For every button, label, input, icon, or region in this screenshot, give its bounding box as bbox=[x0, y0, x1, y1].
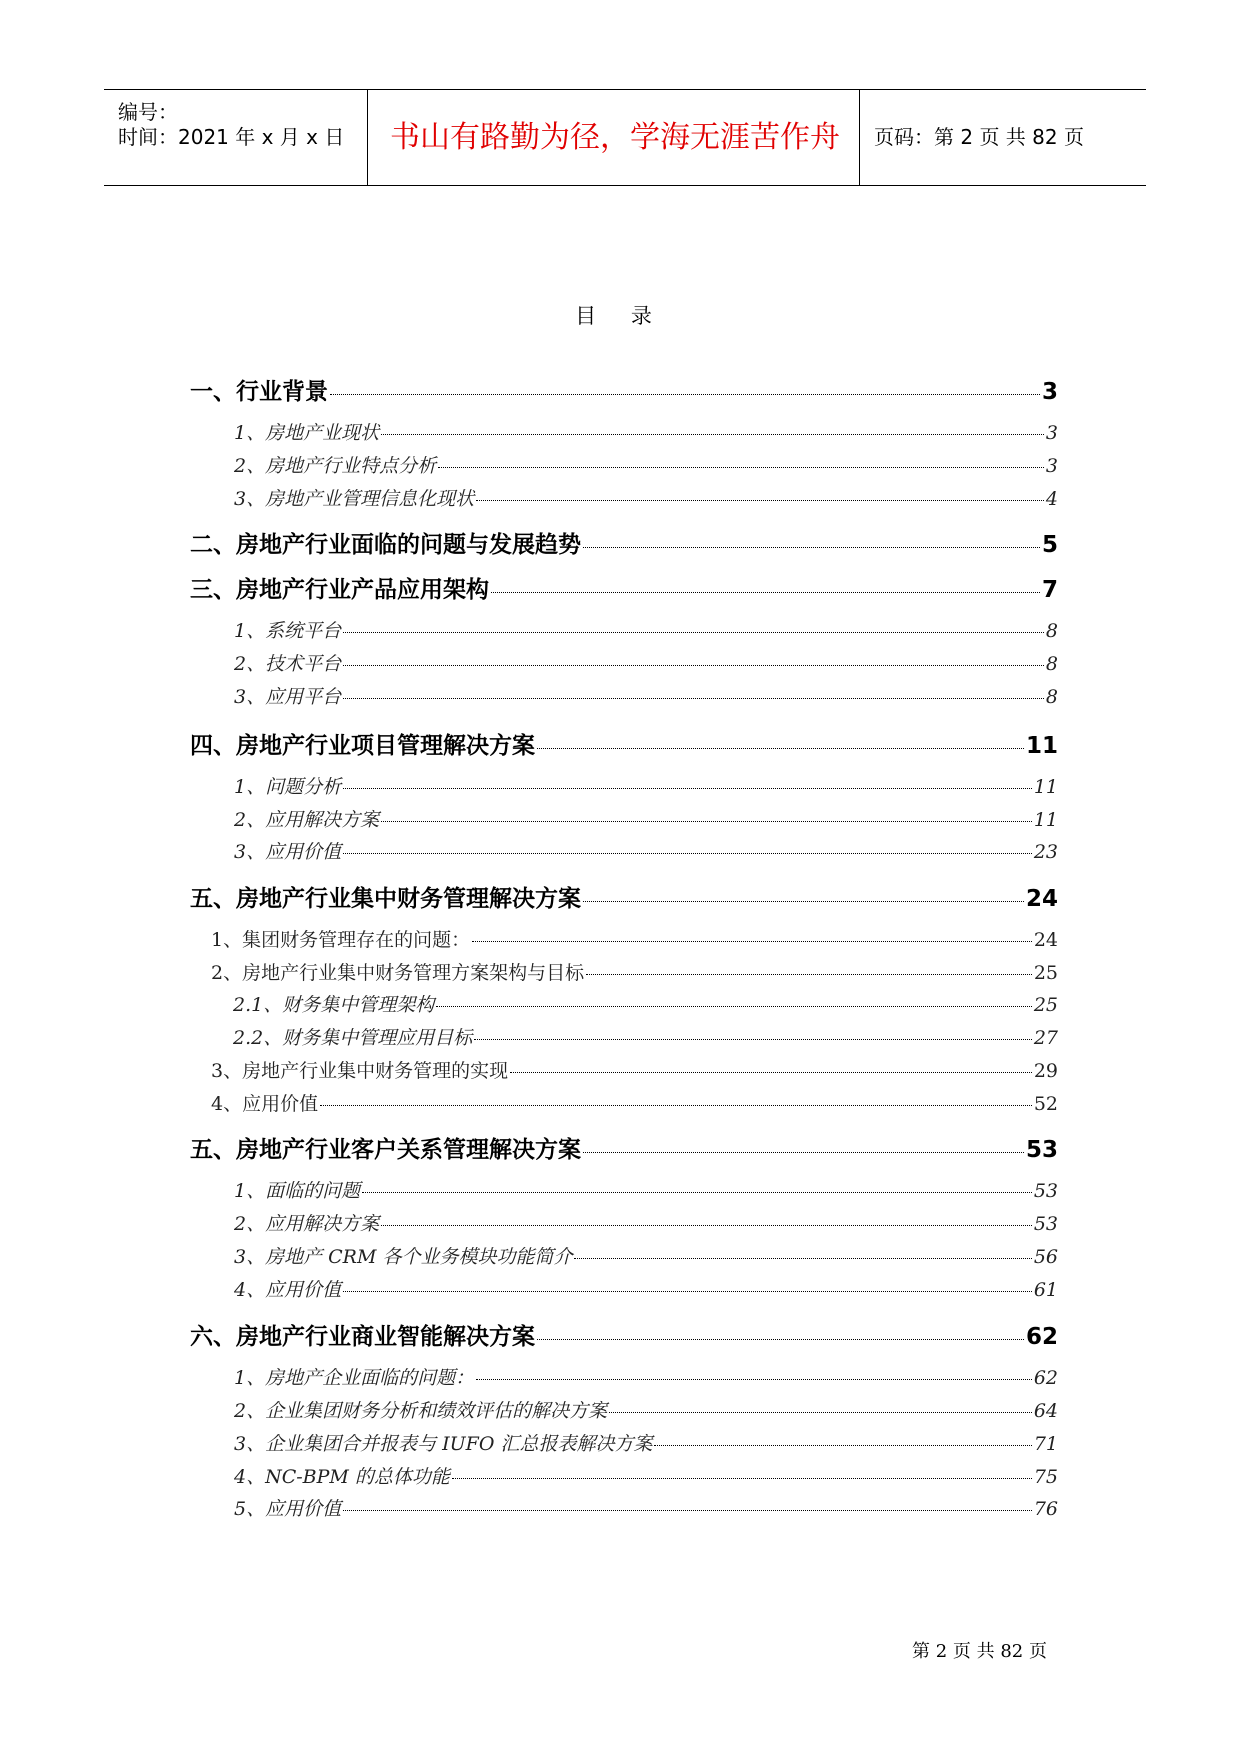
toc-entry[interactable] bbox=[190, 571, 1058, 604]
toc-leader bbox=[583, 1152, 1024, 1153]
toc-leader bbox=[330, 394, 1040, 395]
toc-entry[interactable] bbox=[234, 682, 1058, 709]
toc-entry-page: 62 bbox=[1025, 1324, 1058, 1350]
time-label: 时间：2021 年 x 月 x 日 bbox=[118, 125, 345, 149]
toc-entry-page: 7 bbox=[1041, 577, 1058, 603]
toc-entry[interactable] bbox=[234, 616, 1058, 643]
toc-entry-text: 1、房地产业现状 bbox=[234, 422, 380, 444]
toc-leader bbox=[472, 941, 1032, 942]
toc-entry[interactable] bbox=[234, 484, 1058, 511]
toc-leader bbox=[381, 1225, 1032, 1226]
toc-entry[interactable] bbox=[190, 373, 1058, 406]
toc-entry[interactable] bbox=[234, 1396, 1058, 1423]
toc-entry-page: 75 bbox=[1033, 1466, 1058, 1488]
toc-entry[interactable] bbox=[211, 1056, 1058, 1083]
toc-entry-page: 11 bbox=[1033, 809, 1058, 831]
toc-entry-text: 五、房地产行业客户关系管理解决方案 bbox=[190, 1137, 581, 1163]
toc-leader bbox=[609, 1412, 1032, 1413]
toc-entry-page: 53 bbox=[1033, 1213, 1058, 1235]
toc-entry-page: 8 bbox=[1045, 686, 1058, 708]
toc-entry-text: 1、房地产企业面临的问题： bbox=[234, 1367, 475, 1389]
toc-entry-page: 53 bbox=[1025, 1137, 1058, 1163]
toc-entry-text: 2.1、财务集中管理架构 bbox=[233, 994, 435, 1016]
toc-leader bbox=[362, 1192, 1032, 1193]
toc-leader bbox=[320, 1105, 1032, 1106]
toc-entry-page: 27 bbox=[1033, 1027, 1058, 1049]
toc-entry-page: 8 bbox=[1045, 653, 1058, 675]
toc-entry[interactable] bbox=[234, 1363, 1058, 1390]
toc-leader bbox=[491, 592, 1040, 593]
toc-leader bbox=[476, 500, 1044, 501]
toc-entry-page: 56 bbox=[1033, 1246, 1058, 1268]
toc-entry[interactable] bbox=[234, 1462, 1058, 1489]
toc-leader bbox=[343, 698, 1044, 699]
toc-entry-text: 四、房地产行业项目管理解决方案 bbox=[190, 733, 535, 759]
toc-entry-text: 1、面临的问题 bbox=[234, 1180, 361, 1202]
toc-entry-page: 25 bbox=[1033, 994, 1058, 1016]
toc-leader bbox=[583, 547, 1040, 548]
toc-entry[interactable] bbox=[234, 837, 1058, 864]
toc-entry-page: 24 bbox=[1025, 886, 1058, 912]
toc-entry-text: 3、房地产 CRM 各个业务模块功能简介 bbox=[234, 1246, 573, 1268]
toc-entry-text: 2、应用解决方案 bbox=[234, 1213, 380, 1235]
toc-leader bbox=[381, 821, 1032, 822]
toc-entry-page: 3 bbox=[1041, 379, 1058, 405]
toc-entry-page: 76 bbox=[1033, 1498, 1058, 1520]
toc-leader bbox=[343, 1510, 1032, 1511]
toc-entry[interactable] bbox=[190, 526, 1058, 559]
toc-entry-page: 5 bbox=[1041, 532, 1058, 558]
toc-entry-text: 2.2、财务集中管理应用目标 bbox=[233, 1027, 473, 1049]
header-divider bbox=[859, 90, 860, 185]
toc-entry-text: 五、房地产行业集中财务管理解决方案 bbox=[190, 886, 581, 912]
toc-leader bbox=[343, 853, 1032, 854]
toc-entry[interactable] bbox=[234, 1275, 1058, 1302]
toc-entry-text: 4、应用价值 bbox=[211, 1093, 319, 1115]
toc-entry[interactable] bbox=[211, 925, 1058, 952]
toc-leader bbox=[343, 788, 1032, 789]
toc-entry[interactable] bbox=[234, 772, 1058, 799]
toc-entry[interactable] bbox=[190, 727, 1058, 760]
toc-entry[interactable] bbox=[234, 1176, 1058, 1203]
toc-entry[interactable] bbox=[234, 418, 1058, 445]
toc-entry[interactable] bbox=[234, 1242, 1058, 1269]
toc-entry-text: 三、房地产行业产品应用架构 bbox=[190, 577, 489, 603]
toc-entry-text: 3、房地产业管理信息化现状 bbox=[234, 488, 475, 510]
toc-entry-text: 3、应用平台 bbox=[234, 686, 342, 708]
toc-leader bbox=[474, 1039, 1032, 1040]
toc-leader bbox=[343, 665, 1044, 666]
toc-entry-page: 23 bbox=[1033, 841, 1058, 863]
toc-entry-text: 2、应用解决方案 bbox=[234, 809, 380, 831]
toc-entry[interactable] bbox=[211, 1089, 1058, 1116]
header-meta bbox=[118, 90, 368, 185]
toc-entry-text: 3、企业集团合并报表与 IUFO 汇总报表解决方案 bbox=[234, 1433, 653, 1455]
toc-title: 目 录 bbox=[575, 304, 666, 328]
toc-entry-text: 2、企业集团财务分析和绩效评估的解决方案 bbox=[234, 1400, 608, 1422]
toc-entry[interactable] bbox=[211, 958, 1058, 985]
toc-entry[interactable] bbox=[234, 1429, 1058, 1456]
toc-entry-text: 一、行业背景 bbox=[190, 379, 328, 405]
toc-entry[interactable] bbox=[233, 990, 1058, 1017]
toc-entry-page: 11 bbox=[1025, 733, 1058, 759]
toc-leader bbox=[438, 467, 1044, 468]
toc-entry-page: 8 bbox=[1045, 620, 1058, 642]
toc-entry-text: 2、房地产行业特点分析 bbox=[234, 455, 437, 477]
toc-entry-page: 62 bbox=[1033, 1367, 1058, 1389]
toc-leader bbox=[654, 1445, 1031, 1446]
toc-leader bbox=[537, 748, 1024, 749]
number-label: 编号： bbox=[118, 100, 178, 124]
toc-leader bbox=[476, 1379, 1032, 1380]
toc-entry-text: 1、集团财务管理存在的问题： bbox=[211, 929, 471, 951]
toc-entry[interactable] bbox=[234, 805, 1058, 832]
toc-entry-text: 5、应用价值 bbox=[234, 1498, 342, 1520]
toc-entry-text: 二、房地产行业面临的问题与发展趋势 bbox=[190, 532, 581, 558]
toc-entry[interactable] bbox=[234, 649, 1058, 676]
toc-entry-text: 1、系统平台 bbox=[234, 620, 342, 642]
toc-entry[interactable] bbox=[234, 1209, 1058, 1236]
toc-leader bbox=[381, 434, 1044, 435]
toc-entry[interactable] bbox=[190, 880, 1058, 913]
toc-entry[interactable] bbox=[190, 1318, 1058, 1351]
toc-leader bbox=[452, 1478, 1032, 1479]
toc-entry-text: 3、房地产行业集中财务管理的实现 bbox=[211, 1060, 509, 1082]
toc-leader bbox=[583, 901, 1024, 902]
toc-entry-page: 29 bbox=[1033, 1060, 1058, 1082]
toc-entry-page: 24 bbox=[1033, 929, 1058, 951]
header-motto: 书山有路勤为径，学海无涯苦作舟 bbox=[390, 120, 840, 155]
toc-entry-page: 52 bbox=[1033, 1093, 1058, 1115]
toc-entry-text: 六、房地产行业商业智能解决方案 bbox=[190, 1324, 535, 1350]
toc-leader bbox=[586, 974, 1032, 975]
page-footer: 第 2 页 共 82 页 bbox=[912, 1641, 1047, 1662]
toc-entry[interactable] bbox=[190, 1131, 1058, 1164]
header-page-label: 页码：第 2 页 共 82 页 bbox=[874, 125, 1084, 149]
toc-entry-text: 3、应用价值 bbox=[234, 841, 342, 863]
toc-entry-text: 1、问题分析 bbox=[234, 776, 342, 798]
toc-entry-page: 3 bbox=[1045, 455, 1058, 477]
toc-entry-page: 4 bbox=[1045, 488, 1058, 510]
toc-entry[interactable] bbox=[233, 1023, 1058, 1050]
toc-entry-page: 11 bbox=[1033, 776, 1058, 798]
toc-entry[interactable] bbox=[234, 451, 1058, 478]
toc-leader bbox=[510, 1072, 1032, 1073]
toc-entry-page: 64 bbox=[1033, 1400, 1058, 1422]
toc-entry-page: 61 bbox=[1033, 1279, 1058, 1301]
toc-entry-text: 4、应用价值 bbox=[234, 1279, 342, 1301]
toc-leader bbox=[537, 1339, 1024, 1340]
toc-entry-page: 3 bbox=[1045, 422, 1058, 444]
toc-leader bbox=[574, 1258, 1031, 1259]
header-divider bbox=[367, 90, 368, 185]
page-header bbox=[104, 89, 1146, 186]
toc-leader bbox=[436, 1006, 1032, 1007]
toc-entry-text: 2、技术平台 bbox=[234, 653, 342, 675]
toc-leader bbox=[343, 1291, 1032, 1292]
toc-entry-text: 4、NC-BPM 的总体功能 bbox=[234, 1466, 450, 1488]
toc-entry[interactable] bbox=[234, 1494, 1058, 1521]
toc-entry-page: 25 bbox=[1033, 962, 1058, 984]
toc-leader bbox=[343, 632, 1044, 633]
toc-entry-page: 53 bbox=[1033, 1180, 1058, 1202]
toc-entry-page: 71 bbox=[1033, 1433, 1058, 1455]
toc-entry-text: 2、房地产行业集中财务管理方案架构与目标 bbox=[211, 962, 585, 984]
